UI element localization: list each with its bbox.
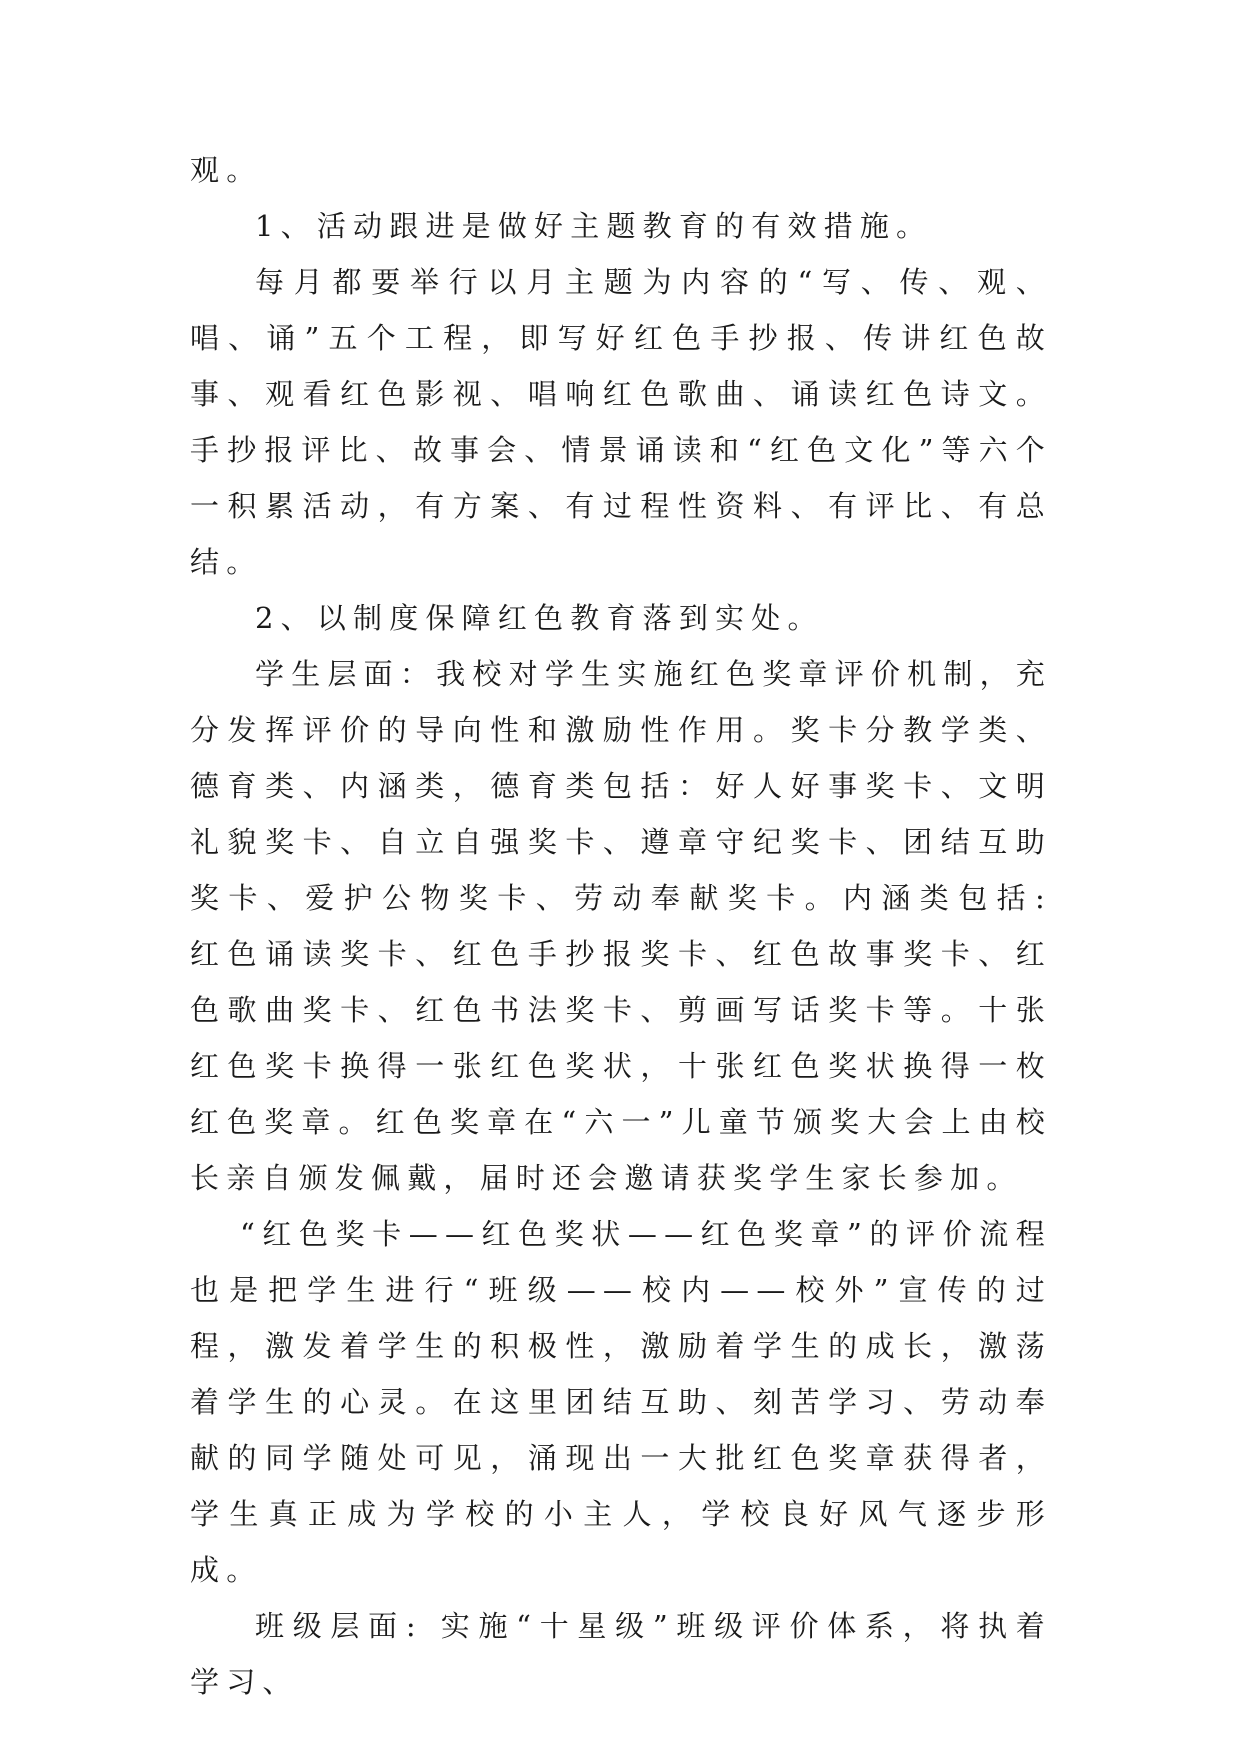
paragraph-monthly-activities: 每月都要举行以月主题为内容的“写、传、观、唱、诵”五个工程，即写好红色手抄报、传讲红色故事、观看红色影视、唱响红色歌曲、诵读红色诗文。手抄报评比、故事会、情景诵读和“红色文化”等六个一积累活动，有方案、有过程性资料、有评比、有总结。 (190, 265, 1052, 579)
paragraph-continuation: 观。 (190, 153, 263, 187)
paragraph-class-level: 班级层面: 实施“十星级”班级评价体系，将执着学习、 (190, 1609, 1052, 1699)
document-page (190, 142, 1052, 1710)
paragraph-student-level: 学生层面：我校对学生实施红色奖章评价机制，充分发挥评价的导向性和激励性作用。奖卡分教学类、德育类、内涵类，德育类包括：好人好事奖卡、文明礼貌奖卡、自立自强奖卡、遵章守纪奖卡、团结互助奖卡、爱护公物奖卡、劳动奉献奖卡。内涵类包括: 红色诵读奖卡、红色手抄报奖卡、红色故事奖卡、红色歌曲奖卡、红色书法奖卡、剪画写话奖卡等。十张红色奖卡换得一张红色奖状，十张红色奖状换得一枚红色奖章。红色奖章在“六一”儿童节颁奖大会上由校长亲自颁发佩戴，届时还会邀请获奖学生家长参加。 (190, 657, 1052, 1195)
paragraph-system-heading: 2、以制度保障红色教育落到实处。 (255, 601, 824, 635)
paragraph-evaluation-process: “红色奖卡——红色奖状——红色奖章”的评价流程也是把学生进行“班级——校内——校外”宣传的过程，激发着学生的积极性，激励着学生的成长，激荡着学生的心灵。在这里团结互助、刻苦学习、劳动奉献的同学随处可见，涌现出一大批红色奖章获得者，学生真正成为学校的小主人，学校良好风气逐步形成。 (190, 1217, 1052, 1587)
paragraph-activity-heading: 1、活动跟进是做好主题教育的有效措施。 (255, 209, 933, 243)
